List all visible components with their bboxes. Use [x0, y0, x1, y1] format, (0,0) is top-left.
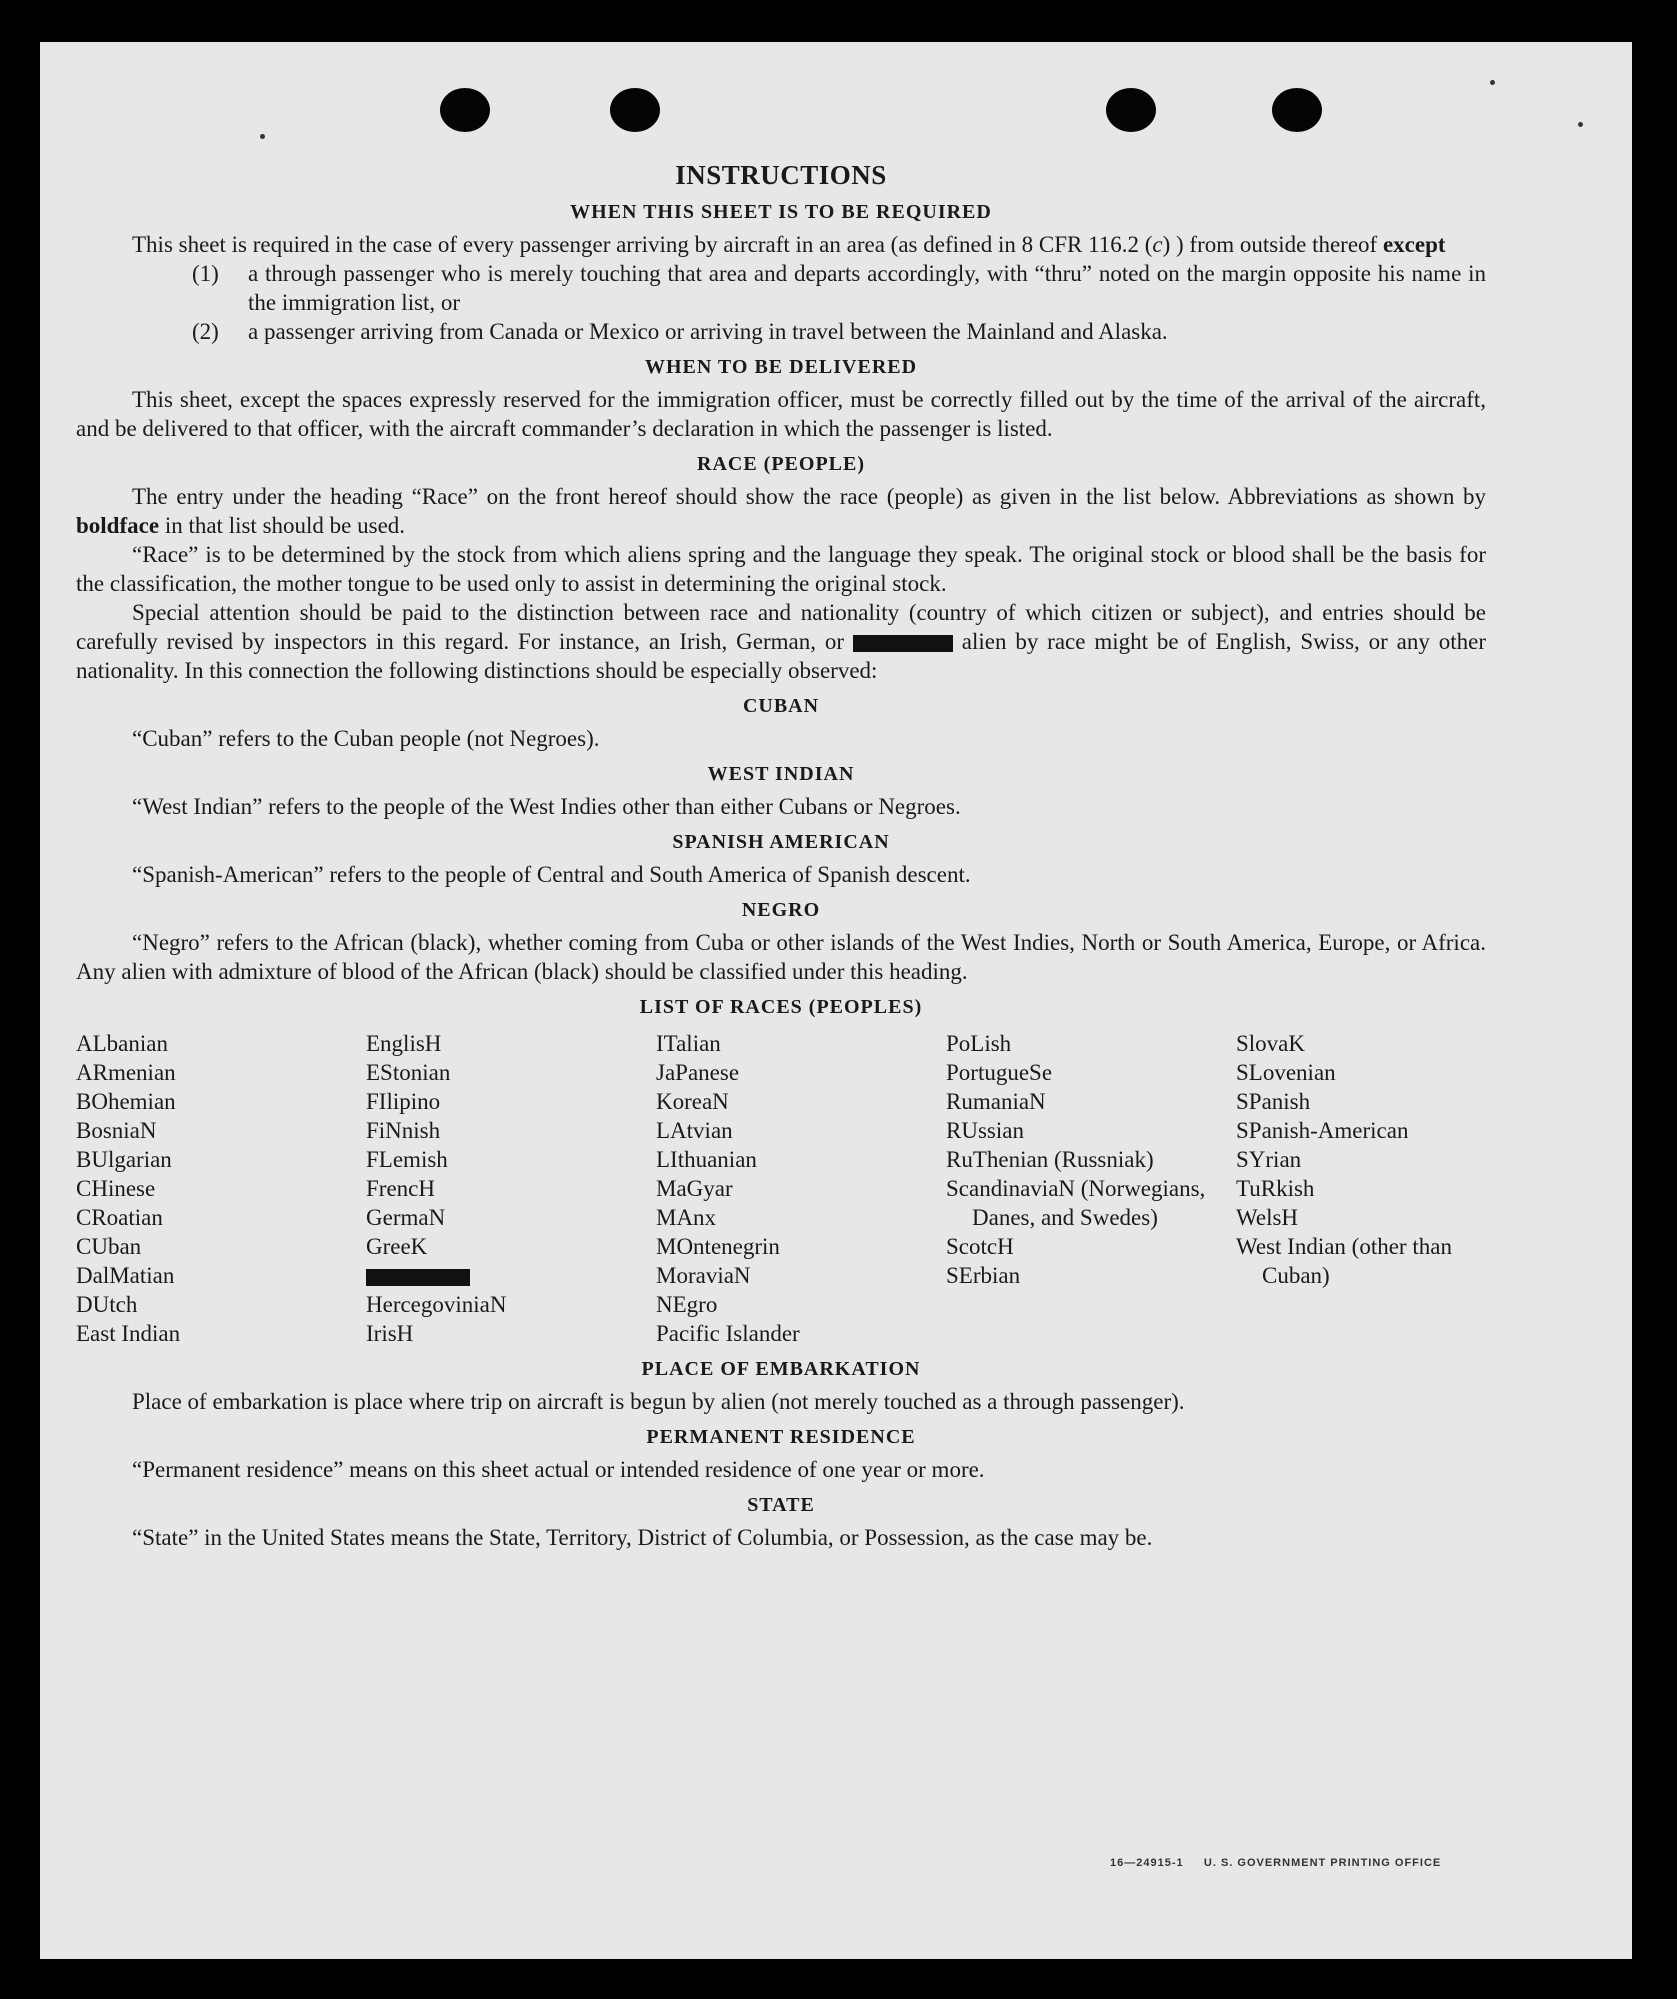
race-entry-redacted — [366, 1261, 656, 1290]
race-list — [76, 1029, 1486, 1348]
race-entry: BUlgarian — [76, 1147, 172, 1172]
printer-imprint — [1110, 1857, 1441, 1869]
heading-spanish-american: SPANISH AMERICAN — [672, 831, 890, 853]
condition-item-1: (1) a through passenger who is merely touching that area and departs accordingly, with “thru” noted on the margin opposite his name in the immigration list, or — [192, 261, 1486, 315]
race-entry: ITalian — [656, 1031, 721, 1056]
race-entry: FrencH — [366, 1176, 435, 1201]
embarkation-text: Place of embarkation is place where trip on aircraft is begun by alien (not merely touched as a through passenger). — [132, 1389, 1185, 1414]
race-entry: EStonian — [366, 1060, 451, 1085]
condition-item-2: (2) a passenger arriving from Canada or Mexico or arriving in travel between the Mainland and Alaska. — [192, 319, 1168, 344]
redaction-mark — [366, 1269, 470, 1286]
race-column-4 — [946, 1029, 1236, 1348]
race-entry: Pacific Islander — [656, 1321, 800, 1346]
race-entry: SYrian — [1236, 1147, 1302, 1172]
page-title: INSTRUCTIONS — [675, 160, 887, 190]
race-entry: MoraviaN — [656, 1263, 751, 1288]
race-column-3 — [656, 1029, 946, 1348]
form-number: 16—24915-1 — [1110, 1857, 1184, 1869]
race-entry: KoreaN — [656, 1089, 729, 1114]
race-entry: ScotcH — [946, 1234, 1014, 1259]
heading-negro: NEGRO — [741, 899, 821, 921]
race-entry: GreeK — [366, 1234, 428, 1259]
race-entry: BosniaN — [76, 1118, 157, 1143]
race-entry: JaPanese — [656, 1060, 740, 1085]
delivered-text: This sheet, except the spaces expressly reserved for the immigration officer, must be correctly filled out by the time of the arrival of the aircraft, and be delivered to that officer, with the aircraft commander’s declaration in which the passenger is listed. — [76, 387, 1486, 441]
negro-text: “Negro” refers to the African (black), whether coming from Cuba or other islands of the West Indies, North or South America, Europe, or Africa. Any alien with admixture of blood of the African (black) should be classified under this heading. — [76, 930, 1486, 984]
heading-list-of-races: LIST OF RACES (PEOPLES) — [639, 996, 923, 1018]
heading-when-required: WHEN THIS SHEET IS TO BE REQUIRED — [570, 201, 992, 223]
redaction-mark — [853, 635, 953, 652]
race-entry: FiNnish — [366, 1118, 441, 1143]
race-entry: LIthuanian — [656, 1147, 757, 1172]
state-text: “State” in the United States means the State, Territory, District of Columbia, or Possession, as the case may be. — [132, 1525, 1153, 1550]
race-entry: RUssian — [946, 1118, 1024, 1143]
race-entry: SPanish-American — [1236, 1118, 1409, 1143]
punch-hole — [1106, 88, 1156, 132]
race-entry: ARmenian — [76, 1060, 176, 1085]
race-entry: RuThenian (Russniak) — [946, 1147, 1154, 1172]
punch-hole — [610, 88, 660, 132]
heading-embarkation: PLACE OF EMBARKATION — [641, 1358, 921, 1380]
race-entry: ScandinaviaN (Norwegians, Danes, and Swedes) — [946, 1176, 1206, 1230]
race-entry: SlovaK — [1236, 1031, 1305, 1056]
race-entry: IrisH — [366, 1321, 414, 1346]
speck-mark — [260, 134, 265, 139]
heading-state: STATE — [747, 1494, 815, 1516]
speck-mark — [1578, 122, 1583, 127]
race-paragraph-1: The entry under the heading “Race” on the front hereof should show the race (people) as given in the list below. Abbreviations as shown by boldface in that list should be used. — [76, 484, 1486, 538]
race-entry: HercegoviniaN — [366, 1292, 507, 1317]
residence-text: “Permanent residence” means on this sheet actual or intended residence of one year or more. — [132, 1457, 985, 1482]
speck-mark — [1490, 80, 1495, 85]
race-entry: FLemish — [366, 1147, 448, 1172]
race-entry: TuRkish — [1236, 1176, 1315, 1201]
race-entry: MAnx — [656, 1205, 717, 1230]
heading-cuban: CUBAN — [742, 695, 820, 717]
heading-when-delivered: WHEN TO BE DELIVERED — [644, 356, 918, 378]
punch-hole — [440, 88, 490, 132]
race-entry: PortugueSe — [946, 1060, 1053, 1085]
race-entry: NEgro — [656, 1292, 718, 1317]
race-entry: PoLish — [946, 1031, 1012, 1056]
cuban-text: “Cuban” refers to the Cuban people (not Negroes). — [132, 726, 600, 751]
west-indian-text: “West Indian” refers to the people of the West Indies other than either Cubans or Negroes. — [132, 794, 961, 819]
heading-west-indian: WEST INDIAN — [707, 763, 855, 785]
race-paragraph-2: “Race” is to be determined by the stock from which aliens spring and the language they speak. The original stock or blood shall be the basis for the classification, the mother tongue to be used only to assist in determining the original stock. — [76, 542, 1486, 596]
race-entry: CRoatian — [76, 1205, 163, 1230]
spanish-american-text: “Spanish-American” refers to the people of Central and South America of Spanish descent. — [132, 862, 971, 887]
race-entry: CHinese — [76, 1176, 156, 1201]
race-entry: MOntenegrin — [656, 1234, 780, 1259]
race-column-5 — [1236, 1029, 1486, 1348]
race-entry: CUban — [76, 1234, 142, 1259]
heading-permanent-residence: PERMANENT RESIDENCE — [646, 1426, 916, 1448]
race-entry: DUtch — [76, 1292, 138, 1317]
race-entry: FIlipino — [366, 1089, 441, 1114]
race-entry: SPanish — [1236, 1089, 1311, 1114]
race-entry: BOhemian — [76, 1089, 176, 1114]
race-entry: SErbian — [946, 1263, 1021, 1288]
race-entry: GermaN — [366, 1205, 446, 1230]
race-entry: EnglisH — [366, 1031, 442, 1056]
race-column-2 — [366, 1029, 656, 1348]
race-entry: WelsH — [1236, 1205, 1299, 1230]
race-entry: DalMatian — [76, 1263, 175, 1288]
race-entry: MaGyar — [656, 1176, 733, 1201]
punch-hole — [1272, 88, 1322, 132]
heading-race: RACE (PEOPLE) — [697, 453, 865, 475]
race-entry: East Indian — [76, 1321, 181, 1346]
race-entry: LAtvian — [656, 1118, 733, 1143]
race-entry: ALbanian — [76, 1031, 168, 1056]
race-entry: RumaniaN — [946, 1089, 1046, 1114]
printer-name: U. S. GOVERNMENT PRINTING OFFICE — [1203, 1857, 1442, 1869]
required-intro: This sheet is required in the case of every passenger arriving by aircraft in an area (as defined in 8 CFR 116.2 (c) ) from outside thereof except — [132, 232, 1446, 257]
race-entry: SLovenian — [1236, 1060, 1336, 1085]
race-paragraph-3: Special attention should be paid to the distinction between race and nationality (country of which citizen or subject), and entries should be carefully revised by inspectors in this regard. For instance, an Irish, German, or alien by race might be of English, Swiss, or any other nationality. In this connection the following distinctions should be especially observed: — [76, 600, 1486, 683]
race-column-1 — [76, 1029, 366, 1348]
instruction-sheet — [40, 42, 1632, 1959]
race-entry: West Indian (other than Cuban) — [1236, 1234, 1452, 1288]
